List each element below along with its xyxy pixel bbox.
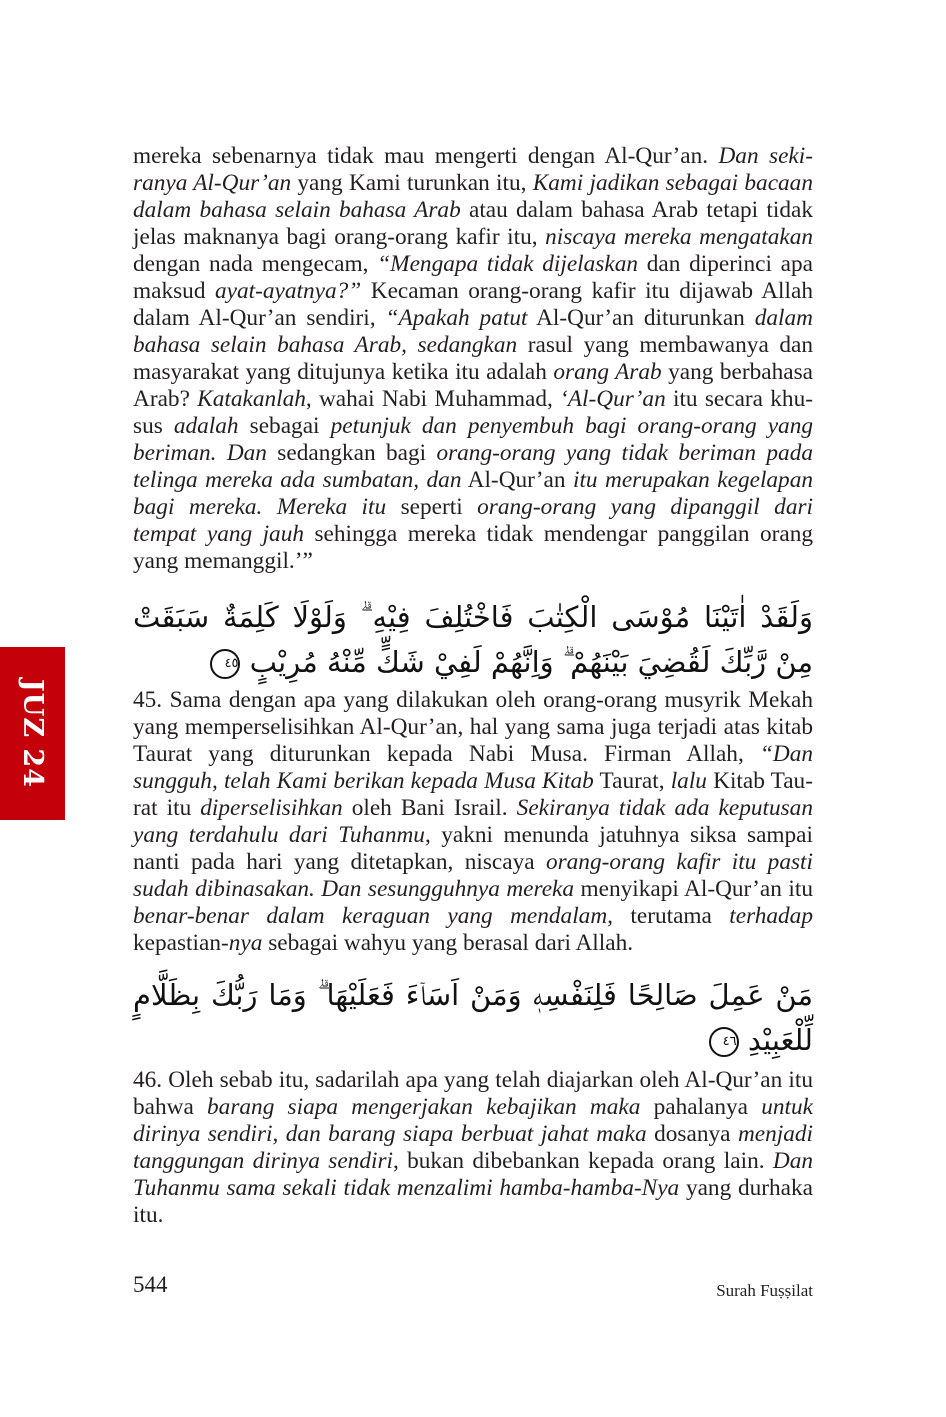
text-run: , bukan dibebankan kepada orang lain. xyxy=(392,1148,773,1174)
text-run: terutama xyxy=(612,903,730,929)
text-run: sebagai xyxy=(238,413,331,439)
italic-text-run: orang-orang kafir itu pasti sudah dibinasakan. Dan sesungguhnya mereka xyxy=(133,849,813,902)
text-run: dengan nada mengecam, xyxy=(133,251,378,277)
page-number: 544 xyxy=(133,1272,168,1297)
italic-text-run: untuk dirinya sendiri, dan barang siapa berbuat jahat maka xyxy=(133,1094,813,1147)
italic-text-run: Dan sekiranya Al-Qur’an xyxy=(133,143,813,196)
text-run: itu secara khusus xyxy=(133,386,813,439)
italic-text-run: diperselisihkan xyxy=(200,795,343,821)
italic-text-run: barang siapa mengerjakan kebajikan maka xyxy=(207,1094,641,1120)
italic-text-run: nya xyxy=(228,930,263,956)
italic-text-run: “Mengapa tidak dijelaskan xyxy=(377,251,638,277)
text-run: yang berbahasa Arab? xyxy=(133,359,813,412)
arabic-verse-45 xyxy=(133,595,813,685)
text-run: Kitab Taurat itu xyxy=(133,768,813,821)
italic-text-run: orang Arab xyxy=(553,359,662,385)
text-run: atau dalam bahasa Arab tetapi tidak jelas maknanya bagi orang-orang kafir itu, xyxy=(133,197,813,250)
verse-number-marker-46: ٤٦ xyxy=(709,1027,739,1057)
text-run: pahalanya xyxy=(640,1094,762,1120)
text-run: rasul yang membawanya dan masyarakat yang ditujunya ketika itu adalah xyxy=(133,332,813,385)
arabic-verse-46-text: مَنْ عَمِلَ صَالِحًا فَلِنَفْسِهٖ وَمَنْ اَسَاۤءَ فَعَلَيْهَا ۗ وَمَا رَبُّكَ بِظَلَّامٍ لِّلْعَبِيْدِ xyxy=(133,978,813,1057)
text-run: dan diperinci apa maksud xyxy=(133,251,814,304)
italic-text-run: dalam bahasa selain bahasa Arab, sedangkan xyxy=(133,305,813,358)
italic-text-run: Kami jadikan sebagai bacaan dalam bahasa selain bahasa Arab xyxy=(133,170,813,223)
italic-text-run: menjadi tanggungan dirinya sendiri xyxy=(133,1121,813,1174)
verse-number-marker-45: ٤٥ xyxy=(210,649,240,679)
italic-text-run: itu merupakan kegelapan bagi mereka. Mereka itu xyxy=(133,467,814,520)
text-run: Kecaman orang-orang kafir itu dijawab Allah dalam Al-Qur’an sendiri, xyxy=(133,278,813,331)
italic-text-run: niscaya mereka mengatakan xyxy=(545,224,813,250)
arabic-verse-45-text: وَلَقَدْ اٰتَيْنَا مُوْسَى الْكِتٰبَ فَاخْتُلِفَ فِيْهِ ۗ وَلَوْلَا كَلِمَةٌ سَبَقَتْ مِنْ رَّبِّكَ لَقُضِيَ بَيْنَهُمْ ۗ وَاِنَّهُمْ لَفِيْ شَكٍّ مِّنْهُ مُرِيْبٍ xyxy=(133,600,813,679)
juz-label: JUZ 24 xyxy=(17,678,49,789)
text-run: seperti xyxy=(386,494,478,520)
text-run: menyikapi Al-Qur’an itu xyxy=(574,876,813,902)
text-run: Al-Qur’an diturunkan xyxy=(527,305,755,331)
text-run: , yakni menunda jatuhnya siksa sampai nanti pada hari yang ditetapkan, niscaya xyxy=(133,822,813,875)
italic-text-run: Katakanlah xyxy=(197,386,306,412)
italic-text-run: petunjuk dan penyembuh bagi orang-orang yang beriman. Dan xyxy=(133,413,813,466)
italic-text-run: Dan Tuhanmu sama sekali tidak menzalimi hamba-hamba-Nya xyxy=(133,1148,813,1201)
text-run: dosanya xyxy=(646,1121,738,1147)
text-run: sehingga mereka tidak mendengar panggilan orang yang memanggil.’” xyxy=(133,521,813,574)
text-run: sebagai wahyu yang berasal dari Allah. xyxy=(262,930,634,956)
text-run: , wahai Nabi Muhammad, xyxy=(305,386,561,412)
text-run: kepastian- xyxy=(133,930,229,956)
text-run: yang Kami turunkan itu, xyxy=(291,170,533,196)
text-run: Al-Qur’an xyxy=(461,467,573,493)
italic-text-run: Sekiranya tidak ada keputusan yang terdahulu dari Tuhanmu xyxy=(133,795,813,848)
italic-text-run: ayat-ayatnya?” xyxy=(215,278,362,304)
italic-text-run: “Dan sungguh, telah Kami berikan kepada Musa Kitab xyxy=(133,741,813,794)
text-run: mereka sebenarnya tidak mau mengerti dengan Al-Qur’an. xyxy=(133,143,719,169)
italic-text-run: lalu xyxy=(670,768,707,794)
italic-text-run: “Apakah patut xyxy=(385,305,528,331)
text-run: 45. Sama dengan apa yang dilakukan oleh orang-orang musyrik Mekah yang memperselisihkan Al-Qur’an, hal yang sama juga terjadi atas kitab Taurat yang diturunkan kepada Nabi Musa. Firman Allah, xyxy=(133,687,813,767)
italic-text-run: benar-benar dalam keraguan yang mendalam, xyxy=(133,903,613,929)
text-run: sedangkan bagi xyxy=(266,440,437,466)
commentary-verse-45 xyxy=(133,687,813,957)
text-run: yang durhaka itu. xyxy=(133,1175,813,1228)
italic-text-run: adalah xyxy=(173,413,239,439)
text-run: oleh Bani Israil. xyxy=(342,795,517,821)
italic-text-run: orang-orang yang dipanggil dari tempat yang jauh xyxy=(133,494,814,547)
commentary-paragraph-continued xyxy=(133,143,813,575)
juz-side-tab xyxy=(0,647,65,820)
commentary-verse-46 xyxy=(133,1067,813,1229)
italic-text-run: ‘Al-Qur’an xyxy=(560,386,666,412)
text-run: Taurat, xyxy=(593,768,671,794)
page-content xyxy=(133,143,813,1229)
italic-text-run: orang-orang yang tidak beriman pada telinga mereka ada sumbatan, dan xyxy=(133,440,814,493)
arabic-verse-46 xyxy=(133,973,813,1063)
italic-text-run: terhadap xyxy=(729,903,813,929)
running-footer-surah-name: Surah Fuṣṣilat xyxy=(716,1281,813,1300)
text-run: 46. Oleh sebab itu, sadarilah apa yang telah diajarkan oleh Al-Qur’an itu bahwa xyxy=(133,1067,813,1120)
